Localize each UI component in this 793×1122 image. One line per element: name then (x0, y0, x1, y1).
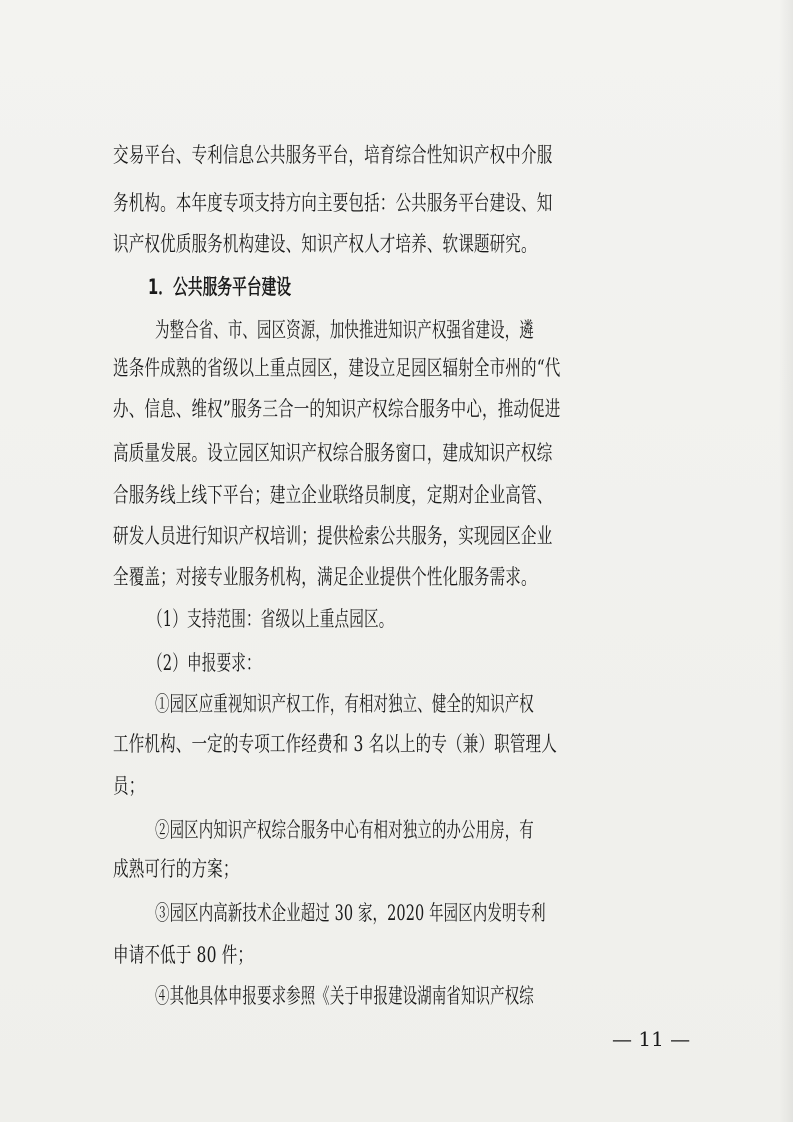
body-text-line: 务机构。本年度专项支持方向主要包括：公共服务平台建设、知 (113, 191, 553, 215)
body-text-line: 成熟可行的方案； (113, 857, 239, 881)
body-text-line: 员； (113, 774, 145, 798)
body-text-line: ④其他具体申报要求参照《关于申报建设湖南省知识产权综 (155, 984, 534, 1008)
body-text-line: 交易平台、专利信息公共服务平台，培育综合性知识产权中介服 (113, 143, 553, 167)
body-text-line: 高质量发展。设立园区知识产权综合服务窗口，建成知识产权综 (113, 441, 553, 465)
body-text-line: ①园区应重视知识产权工作，有相对独立、健全的知识产权 (155, 692, 534, 716)
body-text-line: 办、信息、维权”服务三合一的知识产权综合服务中心，推动促进 (113, 397, 561, 421)
body-text-line: 研发人员进行知识产权培训；提供检索公共服务，实现园区企业 (113, 524, 553, 548)
body-text-line: 选条件成熟的省级以上重点园区，建设立足园区辐射全市州的“代 (113, 356, 561, 380)
body-text-line: 工作机构、一定的专项工作经费和 3 名以上的专（兼）职管理人 (113, 732, 557, 756)
body-text-line: 识产权优质服务机构建设、知识产权人才培养、软课题研究。 (113, 232, 537, 256)
body-text-line: ③园区内高新技术企业超过 30 家，2020 年园区内发明专利 (155, 901, 546, 925)
section-heading: 1．公共服务平台建设 (148, 275, 292, 299)
body-text-line: 为整合省、市、园区资源，加快推进知识产权强省建设，遴 (155, 318, 534, 342)
body-text-line: 全覆盖；对接专业服务机构，满足企业提供个性化服务需求。 (113, 565, 537, 589)
body-text-line: 合服务线上线下平台；建立企业联络员制度，定期对企业高管、 (113, 483, 553, 507)
list-label: （2）申报要求： (148, 651, 261, 675)
list-label: （1）支持范围：省级以上重点园区。 (148, 607, 394, 631)
scan-shadow (779, 0, 793, 1122)
page-number: — 11 — (612, 1027, 691, 1051)
body-text-line: ②园区内知识产权综合服务中心有相对独立的办公用房，有 (155, 818, 534, 842)
body-text-line: 申请不低于 80 件； (113, 943, 254, 967)
